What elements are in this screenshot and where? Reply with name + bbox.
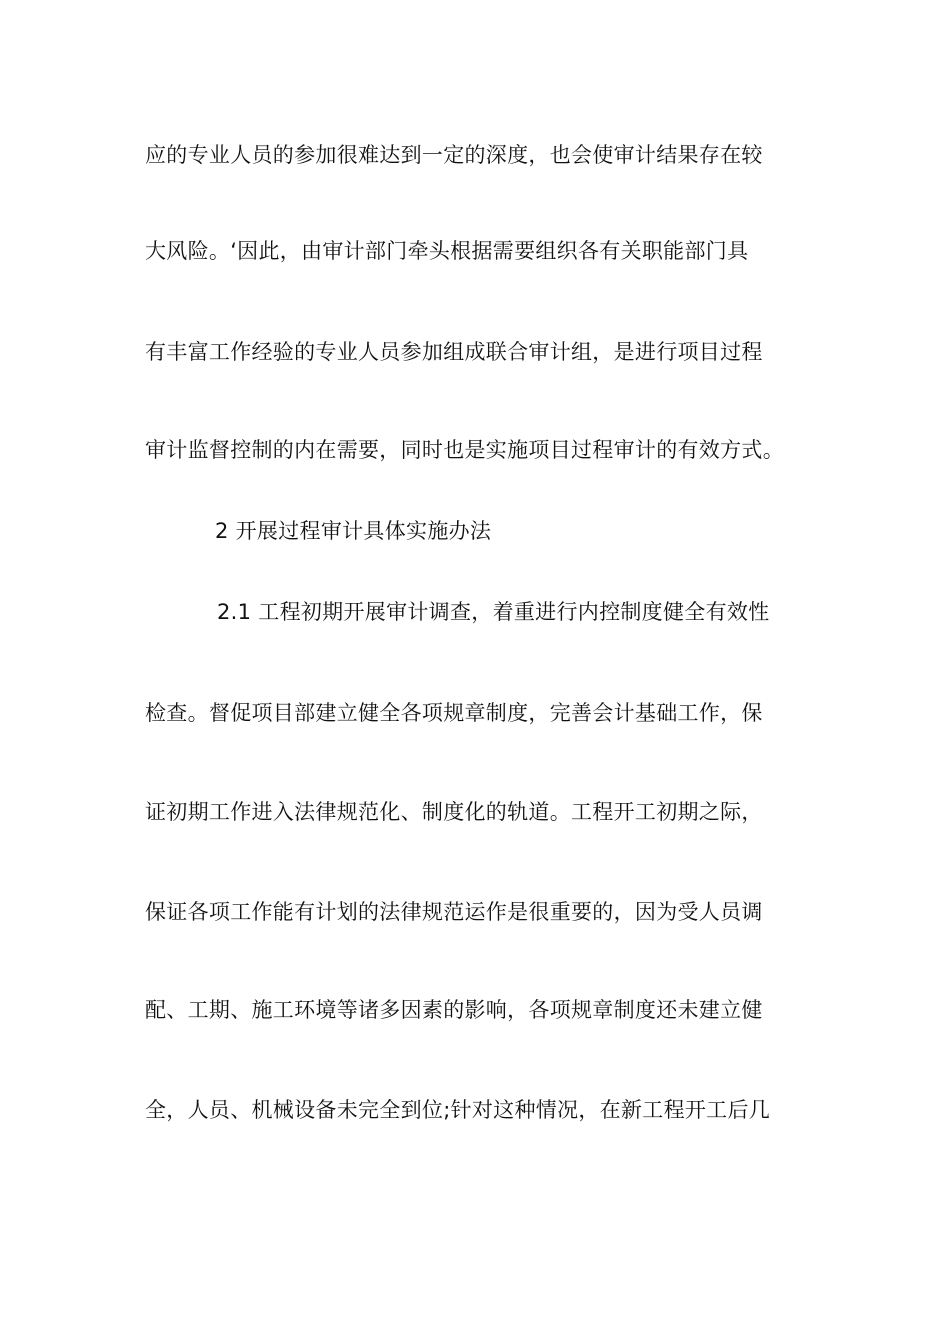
- text-line: 检查。督促项目部建立健全各项规章制度，完善会计基础工作，保: [145, 701, 763, 725]
- text-line: 证初期工作进入法律规范化、制度化的轨道。工程开工初期之际，: [145, 800, 763, 824]
- text-line: 配、工期、施工环境等诸多因素的影响，各项规章制度还未建立健: [145, 998, 763, 1022]
- text-line: 应的专业人员的参加很难达到一定的深度，也会使审计结果存在较: [145, 143, 763, 167]
- text-line: 保证各项工作能有计划的法律规范运作是很重要的，因为受人员调: [145, 900, 763, 924]
- text-line: 有丰富工作经验的专业人员参加组成联合审计组，是进行项目过程: [145, 340, 763, 364]
- section-heading: 2 开展过程审计具体实施办法: [215, 519, 492, 543]
- text-line: 审计监督控制的内在需要，同时也是实施项目过程审计的有效方式。: [145, 438, 784, 462]
- text-line: 大风险。‘因此，由审计部门牵头根据需要组织各有关职能部门具: [145, 239, 749, 263]
- text-line: 全，人员、机械设备未完全到位;针对这种情况，在新工程开工后几: [145, 1098, 771, 1122]
- subsection-heading: 2.1 工程初期开展审计调查，着重进行内控制度健全有效性: [217, 600, 770, 624]
